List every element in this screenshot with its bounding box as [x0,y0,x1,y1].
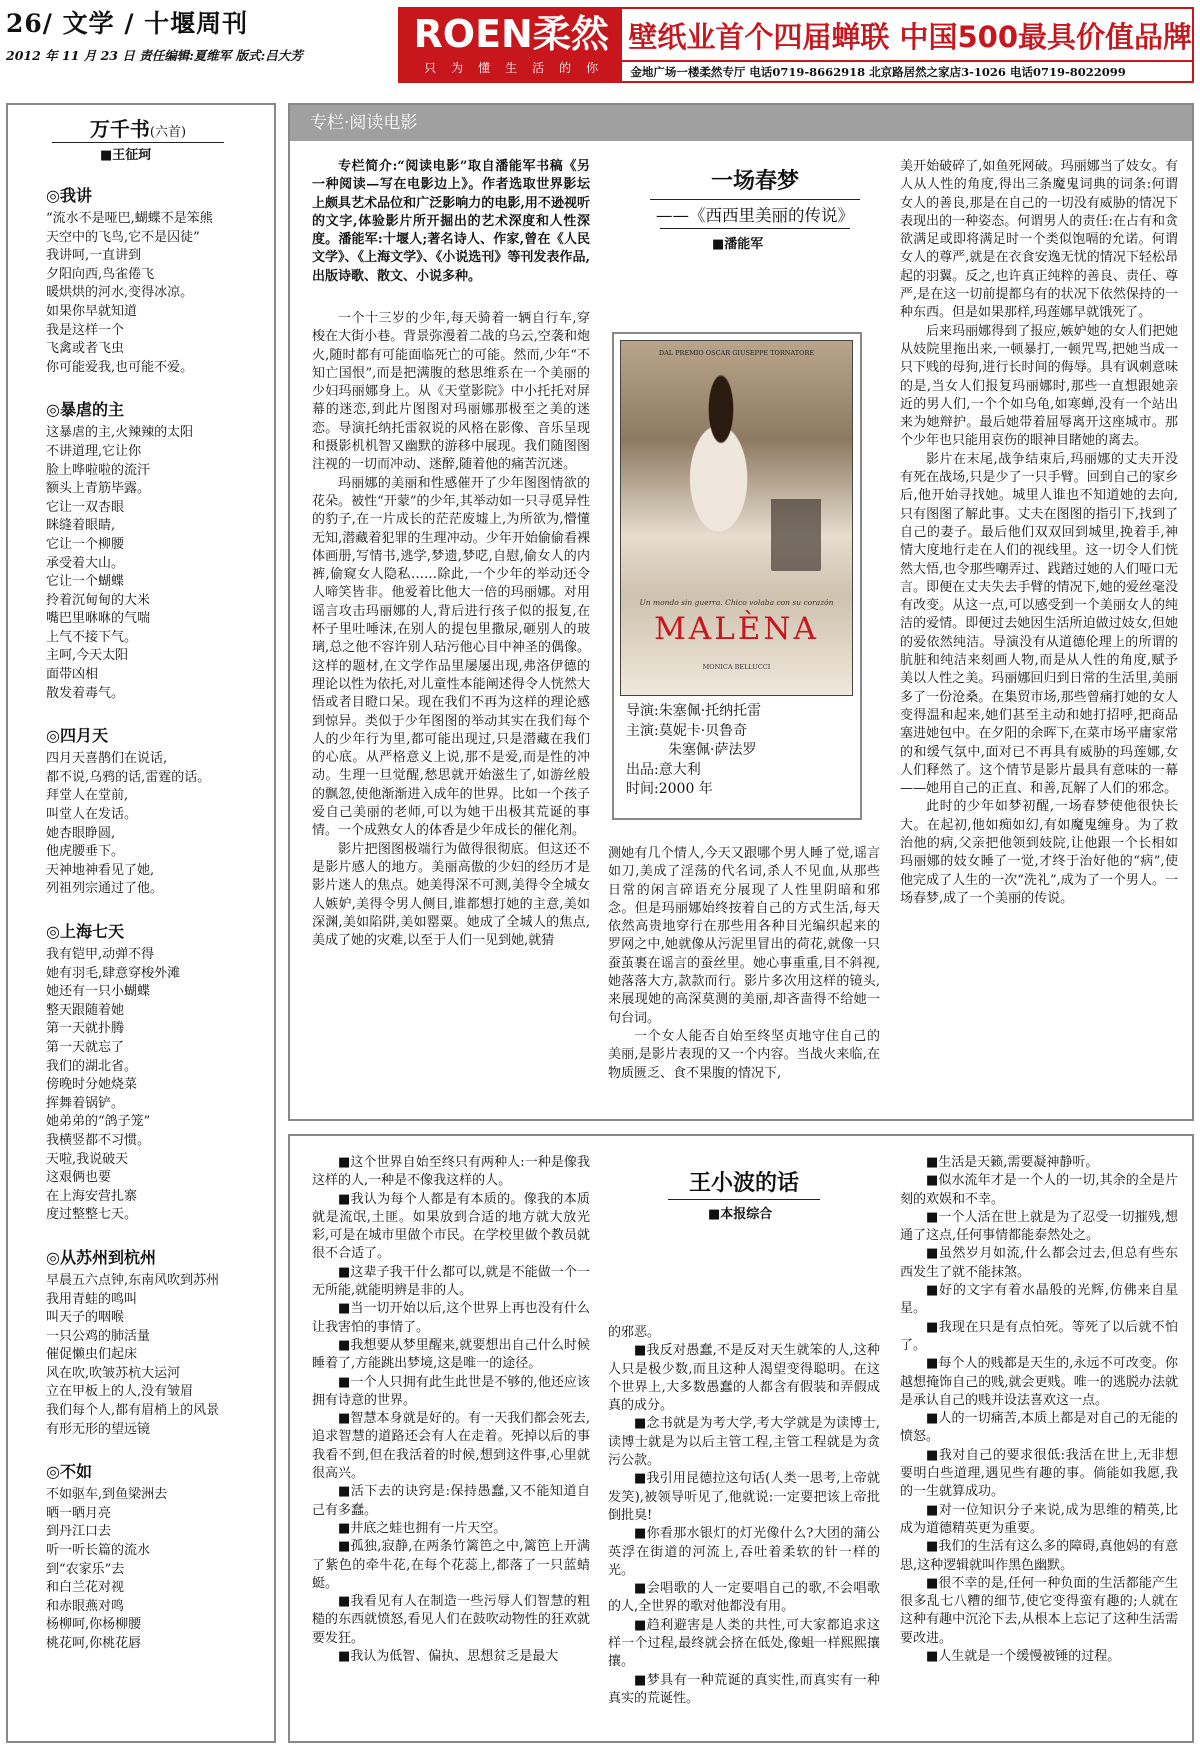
poem-section-title: ◎暴虐的主 [46,400,124,420]
quote-item: ■虽然岁月如流,什么都会过去,但总有些东西发生了就不能抹煞。 [900,1246,1178,1280]
quote-item: ■生活是天籁,需要凝神静听。 [926,1155,1099,1170]
quote-item: ■会唱歌的人一定要唱自己的歌,不会唱歌的人,全世界的歌对他都没有用。 [608,1581,880,1615]
poem-line: 风在吹,吹皱苏杭大运河 [46,1365,181,1381]
quote-item: ■对一位知识分子来说,成为思维的精英,比成为道德精英更为重要。 [900,1502,1178,1536]
quote-item: ■你看那水银灯的灯光像什么?大团的蒲公英浮在街道的河流上,吞吐着柔软的针一样的光。 [608,1526,880,1578]
poem-line: 听一听长篇的流水 [46,1543,151,1559]
movie-intro [312,158,590,286]
poster-top-text: DAL PREMIO OSCAR GIUSEPPE TORNATORE [658,349,815,357]
quote-item: ■我认为低智、偏执、思想贫乏是最大 [338,1649,559,1665]
poem-line: 和赤眼燕对鸣 [46,1598,125,1614]
poem-line: 她杏眼睁圆, [46,825,116,841]
credit-line: 朱塞佩·萨法罗 [626,742,757,758]
ad-headline: 壁纸业首个四届蝉联 中国500最具价值品牌 [628,20,1192,54]
poem-line: 第一天就扑腾 [46,1021,125,1037]
poem-line: 她弟弟的“鸽子笼” [46,1114,151,1130]
poem-line: 她还有一只小蝴蝶 [46,984,151,1000]
quote-item: ■我看见有人在制造一些污辱人们智慧的粗糙的东西就愤怒,看见人们在鼓吹动物性的狂欢就要发狂。 [312,1594,590,1646]
poem-line: 桃花呵,你桃花唇 [46,1636,142,1651]
poems-column [6,103,276,1743]
wang-title-rule [668,1199,820,1200]
quote-item: ■很不幸的是,任何一种负面的生活都能产生很多乱七八糟的细节,使它变得蛮有趣的;人就在这种有趣中沉沦下去,从根本上忘记了这种生活需要改进。 [900,1575,1178,1646]
article-subtitle: ——《西西里美丽的传说》 [656,206,854,225]
quotes-col2 [608,1324,880,1739]
article-paragraph: 后来玛丽娜得到了报应,嫉妒她的女人们把她从妓院里拖出来,一顿暴打,一顿咒骂,把她当成一只下贱的母狗,进行长时间的侮辱。具有讽刺意味的是,当女人们报复玛丽娜时,那些一直想跟她亲近的男人们,一个个如乌龟,如寒蝉,没有一个站出来为她辩护。最后她带着屈辱离开这座城市。那个少年也只能用哀伤的眼神目睹她的离去。 [900,323,1178,449]
poem-line: 四月天喜鹊们在说话, [46,751,168,767]
poem-line: 飞禽或者飞虫 [46,341,125,357]
subtitle-rule [660,228,850,229]
poem-line: 我们的湖北省。 [46,1058,138,1074]
poem-line: 散发着毒气。 [46,685,125,701]
quote-item: ■好的文字有着水晶般的光辉,仿佛来自星星。 [900,1283,1178,1317]
poem-line: 这艰俩也要 [46,1170,112,1186]
poem-line: 天空中的飞鸟,它不是囚徒” [46,229,200,245]
quote-item: 的邪恶。 [608,1325,661,1340]
credit-line: 主演:莫妮卡·贝鲁奇 [626,722,748,739]
poster-figure [661,363,781,573]
title-rule [650,199,860,200]
poem-line: 它让一双杏眼 [46,499,125,515]
poem-line: 叫堂人在发话。 [46,807,138,823]
poem-line: 傍晚时分她烧菜 [46,1077,138,1093]
quote-item: ■我认为每个人都是有本质的。像我的本质就是流氓,土匪。如果放到合适的地方就大放光彩,可是在城市里做个市民。在学校里做个教员就很不合适了。 [312,1191,590,1262]
poem-line: 嘴巴里咻咻的气喘 [46,611,151,627]
poem-line: 我是这样一个 [46,322,125,338]
quote-item: ■趋利避害是人类的共性,可大家都追求这样一个过程,最终就会挤在低处,像蛆一样熙熙攘攘。 [608,1617,880,1670]
poem-line: 到丹江口去 [46,1524,112,1540]
poem-line: 我有铠甲,动弹不得 [46,947,155,962]
poem-section-title: ◎上海七天 [46,922,124,941]
ad-brand [400,9,622,81]
movie-article-col1 [312,310,590,1110]
quote-item: ■我对自己的要求很低:我活在世上,无非想要明白些道理,遇见些有趣的事。倘能如我愿,我的一生就算成功。 [900,1447,1178,1500]
poems-author: ■王征珂 [100,148,152,163]
quote-item: ■当一切开始以后,这个世界上再也没有什么让我害怕的事情了。 [312,1301,590,1335]
poem-line: 度过整整七天。 [46,1207,138,1223]
poster-foot: MONICA BELLUCCI [702,663,771,671]
column-intro: 专栏简介:“阅读电影”取自潘能军书稿《另一种阅读—写在电影边上》。作者选取世界影坛上颇具艺术品位和广泛影响力的电影,用不逊视听的文字,体验影片所开掘出的艺术深度和人性深度。潘能军:十堰人;著名诗人、作家,曾在《人民文学》、《上海文学》、《小说选刊》等刊发表作品,出版诗歌、散文、小说多种。 [312,159,590,284]
credit-line: 时间:2000 年 [626,781,713,797]
ad-contacts: 金地广场一楼柔然专厅 电话0719-8662918 北京路居然之家店3-1026 电话0719-8022099 [622,60,1192,81]
poem-line: 到“农家乐”去 [46,1561,125,1577]
article-title: 一场春梦 [710,168,799,194]
wang-author: ■本报综合 [708,1207,773,1222]
quote-item: ■我反对愚蠢,不是反对天生就笨的人,这种人只是极少数,而且这种人渴望变得聪明。在这个世界上,大多数愚蠢的人都含有假装和弄假成真的成分。 [608,1343,880,1414]
movie-article-col3 [900,158,1178,1116]
quote-item: ■人的一切痛苦,本质上都是对自己的无能的愤怒。 [900,1411,1178,1445]
poem-section-title: ◎我讲 [46,186,92,205]
poem-line: 晒一晒月亮 [46,1505,112,1521]
article-paragraph: 一个十三岁的少年,每天骑着一辆自行车,穿梭在大街小巷。背景弥漫着二战的乌云,空袭和炮火,随时都有可能面临死亡的可能。然而,少年“不知亡国恨”,而是把满腹的愁思维系在一个美丽的少妇玛丽娜身上。从《天堂影院》中小托托对屏幕的迷恋,到此片图图对玛丽娜那极至之美的迷恋。导演托纳托雷叙说的风格在影像、音乐呈现和摄影机机智又幽默的游移中展现。我们随图图注视的一切而冲动、迷醉,随着他的痛苦沉迷。 [312,311,590,473]
poem-line: 夕阳向西,鸟雀倦飞 [46,266,155,282]
poem-line: 它让一个蝴蝶 [46,574,125,590]
quote-item: ■梦具有一种荒诞的真实性,而真实有一种真实的荒诞性。 [608,1672,880,1706]
wang-heading [608,1166,880,1222]
poem-section-title: ◎四月天 [46,726,108,746]
movie-article-heading [620,164,890,252]
article-paragraph: 影片把图图极端行为做得很彻底。但这还不是影片感人的地方。美丽高傲的少妇的经历才是影片迷人的焦点。她美得深不可测,美得令全城女人嫉妒,美得令男人侧目,谁都想打她的主意,美如深渊,美如陷阱,美如罂粟。她成了全城人的焦点,美成了她的灾难,以至于人们一见到她,就猜 [312,841,590,949]
poem-line: 眯缝着眼睛, [46,518,116,534]
quote-item: ■我们的生活有这么多的障碍,真他妈的有意思,这种逻辑就叫作黑色幽默。 [900,1539,1178,1573]
poem-line: 天啦,我说破天 [46,1151,129,1167]
wang-title: 王小波的话 [688,1170,799,1196]
poem-line: 挥舞着锅铲。 [46,1095,125,1111]
poem-line: 在上海安营扎寨 [46,1188,138,1204]
poem-line: 不讲道理,它让你 [46,443,142,459]
poem-line: 和白兰花对视 [46,1580,125,1596]
poem-line: 我讲呵,一直讲到 [46,248,142,264]
poem-line: 上气不接下气。 [46,629,138,645]
poem-line: “流水不是哑巴,蝴蝶不是笨熊 [46,211,213,226]
poem-line: 叫天子的咽喉 [46,1310,125,1326]
quote-item: ■一个人活在世上就是为了忍受一切摧残,想通了这点,任何事情都能泰然处之。 [900,1209,1178,1244]
quote-item: ■孤独,寂静,在两条竹篱笆之中,篱笆上开满了紫色的牵牛花,在每个花蕊上,都落了一只蓝蜻蜓。 [312,1539,590,1591]
poem-line: 他虎腰垂下。 [46,844,125,860]
quote-item: ■井底之蛙也拥有一片天空。 [338,1520,507,1536]
quote-item: ■我现在只是有点怕死。等死了以后就不怕了。 [900,1319,1178,1353]
quote-item: ■每个人的贱都是天生的,永远不可改变。你越想掩饰自己的贱,就会更贱。唯一的逃脱办法就是承认自己的贱并设法喜欢这一点。 [900,1356,1178,1408]
article-paragraph: 美开始破碎了,如鱼死网破。玛丽娜当了妓女。有人从人性的角度,得出三条魔鬼词典的词条:何谓女人的善良,那是在自己的一切没有威胁的情况下表现出的一种姿态。何谓男人的责任:在占有和贪欲满足或即将满足时一个类似饱嗝的允诺。何谓女人的尊严,就是在衣食安逸无忧的情况下轻松昂起的羽翼。反之,也许真正纯粹的善良、责任、尊严,是在这一切前提都乌有的状况下依然保持的一种东西。但是如果那样,玛莲娜早就饿死了。 [900,159,1178,321]
poem-line: 都不说,乌鸦的话,雷霆的话。 [46,769,211,785]
article-paragraph: 此时的少年如梦初醒,一场春梦使他很快长大。在起初,他如痴如幻,有如魔鬼缠身。为了救治他的病,父亲把他领到妓院,让他跟一个长相如玛丽娜的妓女睡了一觉,才终于治好他的“病”,使他完成了人生的一次“洗礼”,成为了一个男人。一场春梦,成了一个美丽的传说。 [900,799,1178,906]
ad-content [622,9,1192,81]
poem-line: 承受着大山。 [46,555,125,571]
credit-line: 导演:朱塞佩·托纳托雷 [626,703,762,719]
poem-line: 如果你早就知道 [46,303,138,319]
poem-line: 有形无形的望远镜 [46,1421,151,1437]
movie-credits [626,702,761,800]
poem-line: 拜堂人在堂前, [46,788,129,804]
poems-title [22,113,254,142]
quote-item: ■似水流年才是一个人的一切,其余的全是片刻的欢娱和不幸。 [900,1173,1178,1207]
article-paragraph: 一个女人能否自始至终坚贞地守住自己的美丽,是影片表现的又一个内容。当战火来临,在物质匮乏、食不果腹的情况下, [608,1028,880,1081]
poem-line: 我用青蛙的鸣叫 [46,1291,138,1307]
quote-item: ■活下去的诀窍是:保持愚蠢,又不能知道自己有多蠢。 [312,1484,590,1518]
poem-line: 天神地神看见了她, [46,862,155,878]
quote-item: ■这个世界自始至终只有两种人:一种是像我这样的人,一种是不像我这样的人。 [312,1155,590,1189]
quotes-col3 [900,1154,1178,1739]
credit-line: 出品:意大利 [626,761,701,778]
quote-item: ■念书就是为考大学,考大学就是为读博士,读博士就是为以后主管工程,主管工程就是为贪污公款。 [608,1416,880,1469]
page-header [6,4,303,64]
movie-article-col2 [608,845,880,1115]
page-title: 26/ 文学 / 十堰周刊 [6,9,249,38]
movie-poster-image [620,340,853,696]
poem-line: 我们每个人,都有眉梢上的风景 [46,1403,220,1419]
article-paragraph: 测她有几个情人,今天又跟哪个男人睡了觉,谣言如刀,美成了淫荡的代名词,杀人不见血,从那些日常的闲言碎语充分展现了人性里阴暗和邪念。但是玛丽娜始终按着自己的方式生活,每天依然高贵地穿行在那些用各种目光编织起来的罗网之中,她就像从污泥里冒出的荷花,就像一只蚕茧裹在谣言的蚕丝里。她心事重重,目不斜视,她落落大方,款款而行。影片多次用这样的镜头,来展现她的高深莫测的美丽,却吝啬得不给她一句台词。 [608,846,880,1026]
quote-item: ■这辈子我干什么都可以,就是不能做一个一无所能,就能明辨是非的人。 [312,1264,590,1299]
poem-line: 它让一个柳腰 [46,536,125,552]
poster-background-figures [771,481,821,571]
quote-item: ■我想要从梦里醒来,就要想出自己什么时候睡着了,方能跳出梦境,这是唯一的途径。 [312,1337,590,1372]
poem-section-title: ◎从苏州到杭州 [46,1247,156,1267]
poem-sections [46,183,254,1654]
poem-line: 主呵,今天太阳 [46,648,129,664]
poem-line: 立在甲板上的人,没有皱眉 [46,1384,194,1400]
poem-section-title: ◎不如 [46,1462,92,1482]
poem-line: 第一天就忘了 [46,1039,125,1055]
quote-item: ■我引用昆德拉这句话(人类一思考,上帝就发笑),被领导听见了,他就说:一定要把该上帝批倒批臭! [608,1471,880,1523]
quote-item: ■智慧本身就是好的。有一天我们都会死去,追求智慧的道路还会有人在走着。死掉以后的事我看不到,但在我活着的时候,想到这件事,心里就很高兴。 [312,1411,590,1482]
quotes-col1 [312,1154,590,1739]
poem-line: 我横竖都不习惯。 [46,1132,151,1148]
quote-item: ■人生就是一个缓慢被锤的过程。 [926,1649,1121,1665]
poster-tagline: Un mondo sin guerra. Chico volaba con su corazón [639,598,834,607]
ad-logo: ROEN柔然 [413,11,609,56]
poem-line: 暖烘烘的河水,变得冰凉。 [46,285,194,301]
poem-line: 额头上青筋毕露。 [46,481,151,497]
poem-line: 整天跟随着她 [46,1002,125,1018]
poem-line: 脸上哗啦啦的流汗 [46,462,151,478]
poem-line: 拎着沉甸甸的大米 [46,592,151,608]
poem-line: 这暴虐的主,火辣辣的太阳 [46,425,194,441]
poem-line: 催促懒虫们起床 [46,1347,138,1363]
quote-item: ■一个人只拥有此生此世是不够的,他还应该拥有诗意的世界。 [312,1374,590,1408]
poem-line: 她有羽毛,肆意穿梭外滩 [46,965,181,981]
poem-line: 一只公鸡的肺活量 [46,1328,151,1344]
column-bar: 专栏·阅读电影 [290,105,1192,141]
poem-line: 面带凶相 [46,667,99,683]
poster-title: MALÈNA [654,611,819,647]
advertisement-banner [398,7,1194,83]
poem-line: 你可能爱我,也可能不爱。 [46,359,194,375]
poem-line: 早晨五六点钟,东南风吹到苏州 [46,1272,220,1288]
issue-date-editors: 2012 年 11 月 23 日 责任编辑:夏维军 版式:吕大芳 [6,48,303,63]
poem-line: 杨柳呵,你杨柳腰 [46,1617,142,1633]
article-paragraph: 影片在末尾,战争结束后,玛丽娜的丈夫开没有死在战场,只是少了一只手臂。回到自己的家乡后,他开始寻找她。城里人谁也不知道她的去向,只有图图了解此事。丈夫在图图的指引下,找到了自己的妻子。最后他们双双回到城里,挽着手,神情大度地行走在人们的视线里。这一切令人们恍然大悟,也令那些嘲弄过、践踏过她的人们哑口无言。即便在丈夫失去手臂的情况下,她的爱丝毫没有改变。从这一点,可以感受到一个美丽女人的纯洁的爱情。即便过去她因生活所迫做过妓女,但她的爱依然纯洁。导演没有从道德伦理上的所谓的肮脏和纯洁来刻画人物,而是从人性的角度,赋予美以人性之美。玛丽娜回归到日常的生活里,美丽多了一份沧桑。在集贸市场,那些曾痛打她的女人变得温和起来,她们甚至主动和她打招呼,把商品塞进她包中。在夕阳的余晖下,在菜市场平庸家常的和缓气氛中,面对已不再具有威胁的玛莲娜,女人们释然了。这个情节是影片最具有意味的一幕——她用自己的正直、和善,瓦解了人们的邪念。 [900,451,1178,797]
poems-title-text: 万千书 [89,117,150,141]
article-paragraph: 玛丽娜的美丽和性感催开了少年图图情欲的花朵。被性“开蒙”的少年,其举动如一只寻觅异性的豹子,在一片成长的茫茫废墟上,为所欲为,懵懂无知,潜藏着犯罪的生理冲动。少年开始偷偷看裸体画册,写情书,逃学,梦遗,梦呓,自慰,偷女人的内裤,偷窥女人隐私……除此,一个少年的举动还令人啼笑皆非。他爱着比他大一倍的玛丽娜。对用谣言攻击玛丽娜的人,背后进行孩子似的报复,在杯子里吐唾沫,在别人的提包里撒尿,砸别人的玻璃,总之他不容许别人玷污他心目中神圣的偶像。这样的题材,在文学作品里屡屡出现,弗洛伊德的理论以性为依托,对儿童性本能阐述得令人恍然大悟或者目瞪口呆。现在我们不再为这样的理论感到惊异。类似于少年图图的举动其实在我们每个人的少年行为里,都可能出现过,只是潜藏在我们的心底。从严格意义上说,那不是爱,而是性的冲动。生理一旦觉醒,愁思就开始滋生了,如游丝般的飘忽,使他渐渐进入成年的世界。比如一个孩子爱自己美丽的老师,可以为她干出极其荒诞的事情。一个成熟女人的体香是少年成长的催化剂。 [312,475,590,839]
poem-line: 不如驱车,到鱼梁洲去 [46,1487,168,1503]
article-author: ■潘能军 [712,237,764,252]
ad-slogan: 只为懂生活的你 [424,60,614,75]
title-underline [52,142,224,143]
poems-title-note: (六首) [149,125,187,140]
poem-line: 列祖列宗通过了他。 [46,881,164,897]
